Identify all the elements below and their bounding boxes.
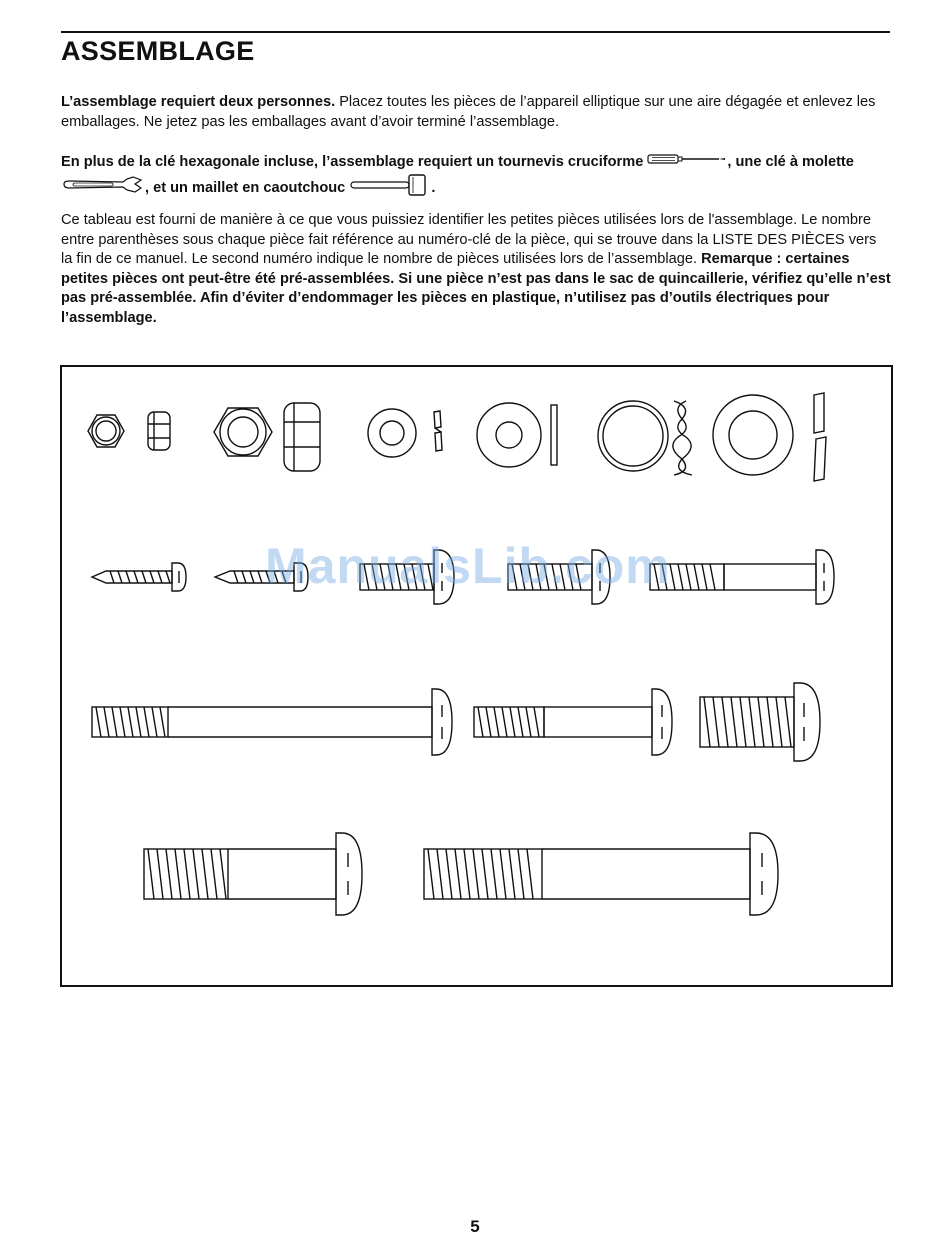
tools-text-2: , une clé à molette [727, 154, 854, 171]
button-bolt-d-icon [700, 683, 820, 761]
rubber-mallet-icon [349, 173, 431, 204]
intro-bold-lead: L’assemblage requiert deux personnes. [61, 94, 336, 110]
screwdriver-icon [647, 152, 727, 173]
small-nylon-locknut-icon [88, 412, 170, 450]
large-split-washer-icon [713, 393, 826, 481]
table-note-bold: Remarque : certaines petites pièces ont peut-être été pré-assemblées. Si une pièce n’est pas dans le sac de quincaillerie, vérifiez qu’elle n’est pas pré-assemblée. Afin d’éviter d’endommager les pièces en plastique, n’utilisez pas d’outils électriques pour l’assemblage. [61, 251, 891, 326]
large-nylon-locknut-icon [214, 403, 320, 471]
intro-paragraph [61, 93, 891, 132]
long-shoulder-bolt-icon [92, 689, 452, 755]
title-rule [61, 31, 890, 33]
intro-text: Placez toutes les pièces de l’appareil elliptique sur une aire dégagée et enlevez les emballages. Ne jetez pas les emballages avant d’avoir terminé l’assemblage. [61, 94, 876, 130]
split-washer-icon [368, 409, 442, 457]
tools-text-4: . [431, 179, 436, 196]
tools-paragraph [61, 152, 891, 203]
shoulder-bolt-b-icon [144, 833, 362, 915]
wave-washer-icon [598, 401, 692, 475]
table-note-text: Ce tableau est fourni de manière à ce que vous puissiez identifier les petites pièces utilisées lors de l'assemblage. Le nombre entre parenthèses sous chaque pièce fait référence au numéro-clé de la pièce, qui se trouve dans la LISTE DES PIÈCES vers la fin de ce manuel. Le second numéro indique le nombre de pièces utilisées lors de l’assemblage. [61, 212, 877, 268]
page-number: 5 [470, 1217, 480, 1236]
watermark: ManualsLib.com [265, 538, 671, 594]
table-note-paragraph [61, 211, 891, 329]
adjustable-wrench-icon [61, 176, 145, 201]
page-title: ASSEMBLAGE [61, 36, 255, 66]
parts-identification-chart [60, 365, 893, 987]
shoulder-bolt-a-icon [650, 550, 834, 604]
flat-washer-icon [477, 403, 557, 467]
tools-text-1: En plus de la clé hexagonale incluse, l’assemblage requiert un tournevis cruciforme [61, 154, 644, 171]
tools-text-3: , et un maillet en caoutchouc [145, 179, 346, 196]
long-shoulder-bolt-b-icon [424, 833, 778, 915]
small-screw-icon [92, 563, 186, 591]
button-bolt-c-icon [474, 689, 672, 755]
